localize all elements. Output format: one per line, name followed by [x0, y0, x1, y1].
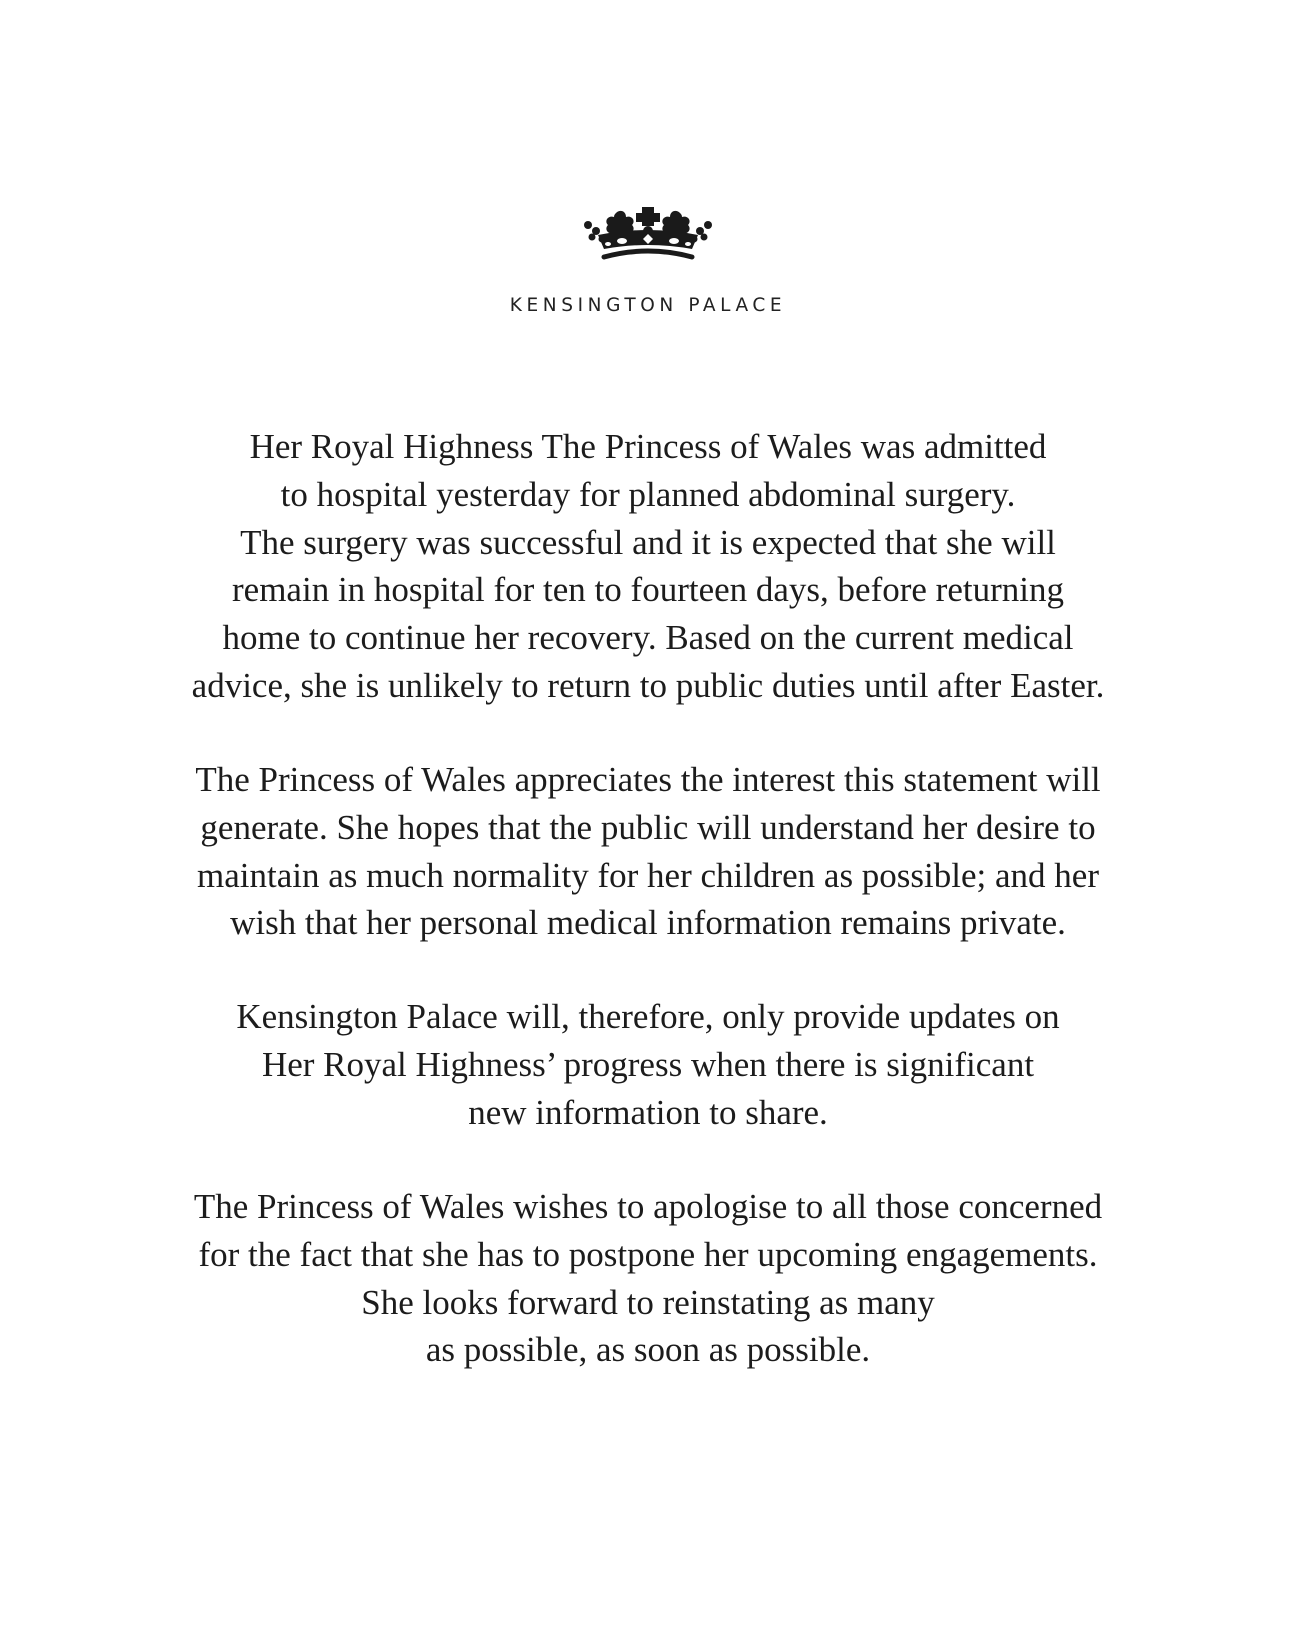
statement-line: maintain as much normality for her children as possible; and her: [197, 855, 1099, 895]
statement-line: She looks forward to reinstating as many: [361, 1282, 935, 1322]
statement-line: home to continue her recovery. Based on the current medical: [222, 618, 1074, 658]
statement-paragraph-4: [0, 1183, 1296, 1374]
statement-line: advice, she is unlikely to return to public duties until after Easter.: [191, 665, 1105, 705]
statement-line: The Princess of Wales appreciates the interest this statement will: [195, 760, 1101, 799]
statement-paragraph-1: [0, 423, 1296, 710]
statement-line: Her Royal Highness The Princess of Wales was admitted: [249, 427, 1047, 466]
statement-paragraph-2: [0, 756, 1296, 947]
statement-line: The surgery was successful and it is expected that she will: [240, 522, 1056, 562]
statement-paragraph-3: [0, 993, 1296, 1136]
statement-line: generate. She hopes that the public will understand her desire to: [200, 807, 1096, 847]
statement-line: Kensington Palace will, therefore, only provide updates on: [236, 997, 1060, 1036]
statement-line: Her Royal Highness’ progress when there is significant: [261, 1044, 1035, 1084]
statement-line: as possible, as soon as possible.: [425, 1330, 871, 1370]
statement-line: new information to share.: [468, 1092, 828, 1132]
statement-line: The Princess of Wales wishes to apologise to all those concerned: [193, 1187, 1103, 1226]
statement-line: remain in hospital for ten to fourteen days, before returning: [232, 570, 1064, 610]
organization-name: KENSINGTON PALACE: [509, 295, 787, 316]
statement-line: for the fact that she has to postpone her upcoming engagements.: [198, 1234, 1098, 1274]
crown-icon: [578, 203, 718, 265]
statement-line: wish that her personal medical information remains private.: [230, 903, 1066, 943]
statement-line: to hospital yesterday for planned abdominal surgery.: [280, 474, 1016, 514]
